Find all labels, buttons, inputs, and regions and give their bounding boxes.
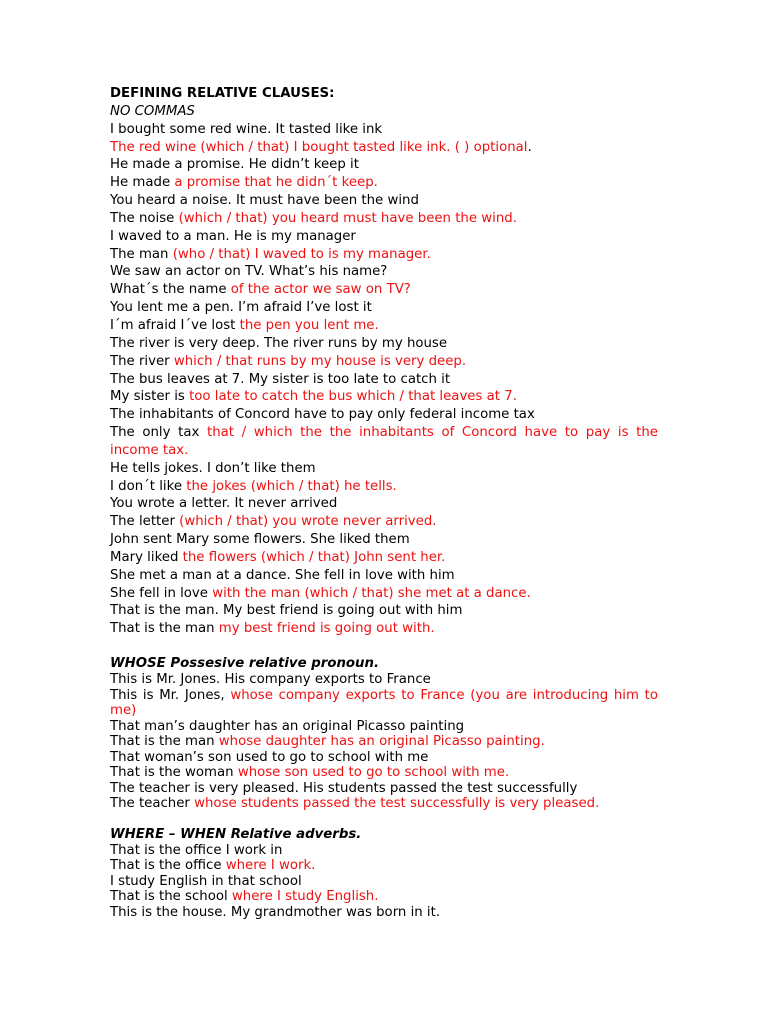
prompt-text: This is Mr. Jones, [110, 687, 231, 703]
answer-text: with the man (which / that) she met at a dance. [212, 585, 531, 601]
exercise-line [110, 495, 658, 513]
exercise-line [110, 750, 658, 766]
answer-text: too late to catch the bus which / that leaves at 7. [189, 389, 517, 405]
prompt-text: That is the man. My best friend is going out with him [110, 603, 463, 619]
prompt-text: That is the office [110, 858, 226, 874]
answer-text: (who / that) I waved to is my manager. [172, 246, 431, 262]
exercise-line [110, 843, 658, 859]
exercise-list [110, 672, 658, 812]
exercise-line [110, 335, 658, 353]
answer-text: my best friend is going out with. [218, 621, 435, 637]
exercise-line [110, 602, 658, 620]
exercise-line [110, 478, 658, 496]
exercise-list [110, 843, 658, 921]
prompt-text: My sister is [110, 389, 190, 405]
prompt-text: I don´t like [110, 478, 187, 494]
exercise-line [110, 371, 658, 389]
prompt-text: You wrote a letter. It never arrived [110, 496, 338, 512]
exercise-line [110, 549, 658, 567]
prompt-text: What´s the name [110, 282, 231, 298]
exercise-line [110, 889, 658, 905]
exercise-line [110, 531, 658, 549]
exercise-line [110, 263, 658, 281]
prompt-text: I bought some red wine. It tasted like ink [110, 121, 383, 137]
prompt-text: This is Mr. Jones. His company exports to France [110, 672, 431, 688]
section-whose [110, 655, 658, 812]
section-where-when [110, 826, 658, 921]
prompt-text: The only tax [110, 425, 208, 441]
exercise-line [110, 388, 658, 406]
section-heading: WHOSE Possesive relative pronoun. [110, 656, 380, 672]
answer-text: where I work. [225, 858, 316, 874]
exercise-list [110, 121, 658, 638]
exercise-line [110, 246, 658, 264]
prompt-text: That is the man [110, 621, 219, 637]
prompt-text: That is the woman [110, 765, 238, 781]
prompt-text: That is the school [110, 889, 232, 905]
exercise-line [110, 210, 658, 228]
prompt-text: He made [110, 175, 175, 191]
prompt-text: You lent me a pen. I’m afraid I’ve lost it [110, 300, 372, 316]
prompt-text: The teacher [110, 796, 195, 812]
prompt-text: That woman’s son used to go to school with me [110, 749, 429, 765]
answer-text: that / which the the inhabitants of Concord have to pay is the income tax. [110, 425, 658, 458]
exercise-line [110, 719, 658, 735]
document-page [110, 85, 658, 920]
prompt-text: He made a promise. He didn’t keep it [110, 157, 359, 173]
exercise-line [110, 585, 658, 603]
answer-text: the flowers (which / that) John sent her. [182, 549, 446, 565]
prompt-text: That is the man [110, 734, 219, 750]
prompt-text: The river [110, 353, 174, 369]
answer-text: whose daughter has an original Picasso painting. [218, 734, 545, 750]
prompt-text: We saw an actor on TV. What’s his name? [110, 264, 388, 280]
exercise-line [110, 174, 658, 192]
prompt-text: That man’s daughter has an original Picasso painting [110, 718, 465, 734]
answer-text: the pen you lent me. [239, 317, 379, 333]
exercise-line [110, 424, 658, 460]
answer-text: whose students passed the test successfully is very pleased. [194, 796, 600, 812]
prompt-text: The inhabitants of Concord have to pay only federal income tax [110, 407, 535, 423]
prompt-text: The bus leaves at 7. My sister is too late to catch it [110, 371, 451, 387]
answer-text: whose son used to go to school with me. [237, 765, 510, 781]
exercise-line [110, 672, 658, 688]
prompt-text: She met a man at a dance. She fell in love with him [110, 567, 455, 583]
exercise-line [110, 688, 658, 719]
prompt-text: . [527, 139, 532, 155]
exercise-line [110, 192, 658, 210]
exercise-line [110, 765, 658, 781]
prompt-text: She fell in love [110, 585, 213, 601]
answer-text: the jokes (which / that) he tells. [186, 478, 397, 494]
exercise-line [110, 156, 658, 174]
exercise-line [110, 781, 658, 797]
prompt-text: The river is very deep. The river runs by my house [110, 335, 448, 351]
exercise-line [110, 858, 658, 874]
answer-text: (which / that) you heard must have been the wind. [178, 210, 517, 226]
exercise-line [110, 406, 658, 424]
section-heading: DEFINING RELATIVE CLAUSES: [110, 86, 335, 101]
prompt-text: The teacher is very pleased. His students passed the test successfully [110, 780, 578, 796]
exercise-line [110, 796, 658, 812]
answer-text: where I study English. [231, 889, 379, 905]
exercise-line [110, 905, 658, 921]
exercise-line [110, 139, 658, 157]
exercise-line [110, 567, 658, 585]
prompt-text: Mary liked [110, 549, 183, 565]
exercise-line [110, 299, 658, 317]
section-heading: WHERE – WHEN Relative adverbs. [110, 826, 362, 842]
exercise-line [110, 460, 658, 478]
answer-text: of the actor we saw on TV? [230, 282, 411, 298]
exercise-line [110, 620, 658, 638]
answer-text: whose company exports to France (you are introducing him to me) [110, 687, 658, 719]
section-defining-relative-clauses [110, 85, 658, 638]
prompt-text: You heard a noise. It must have been the wind [110, 193, 419, 209]
prompt-text: I study English in that school [110, 873, 302, 889]
exercise-line [110, 121, 658, 139]
exercise-line [110, 353, 658, 371]
prompt-text: The letter [110, 514, 180, 530]
section-subheading: NO COMMAS [110, 103, 195, 119]
prompt-text: He tells jokes. I don’t like them [110, 460, 316, 476]
exercise-line [110, 317, 658, 335]
exercise-line [110, 513, 658, 531]
prompt-text: I´m afraid I´ve lost [110, 317, 240, 333]
exercise-line [110, 228, 658, 246]
exercise-line [110, 734, 658, 750]
prompt-text: John sent Mary some flowers. She liked them [110, 532, 410, 548]
prompt-text: This is the house. My grandmother was born in it. [110, 904, 441, 920]
answer-text: The red wine (which / that) I bought tasted like ink. ( ) optional [110, 139, 528, 155]
exercise-line [110, 874, 658, 890]
prompt-text: I waved to a man. He is my manager [110, 228, 356, 244]
prompt-text: That is the office I work in [110, 842, 283, 858]
answer-text: (which / that) you wrote never arrived. [179, 514, 437, 530]
prompt-text: The man [110, 246, 173, 262]
answer-text: a promise that he didn´t keep. [174, 175, 378, 191]
prompt-text: The noise [110, 210, 179, 226]
answer-text: which / that runs by my house is very deep. [173, 353, 467, 369]
exercise-line [110, 281, 658, 299]
